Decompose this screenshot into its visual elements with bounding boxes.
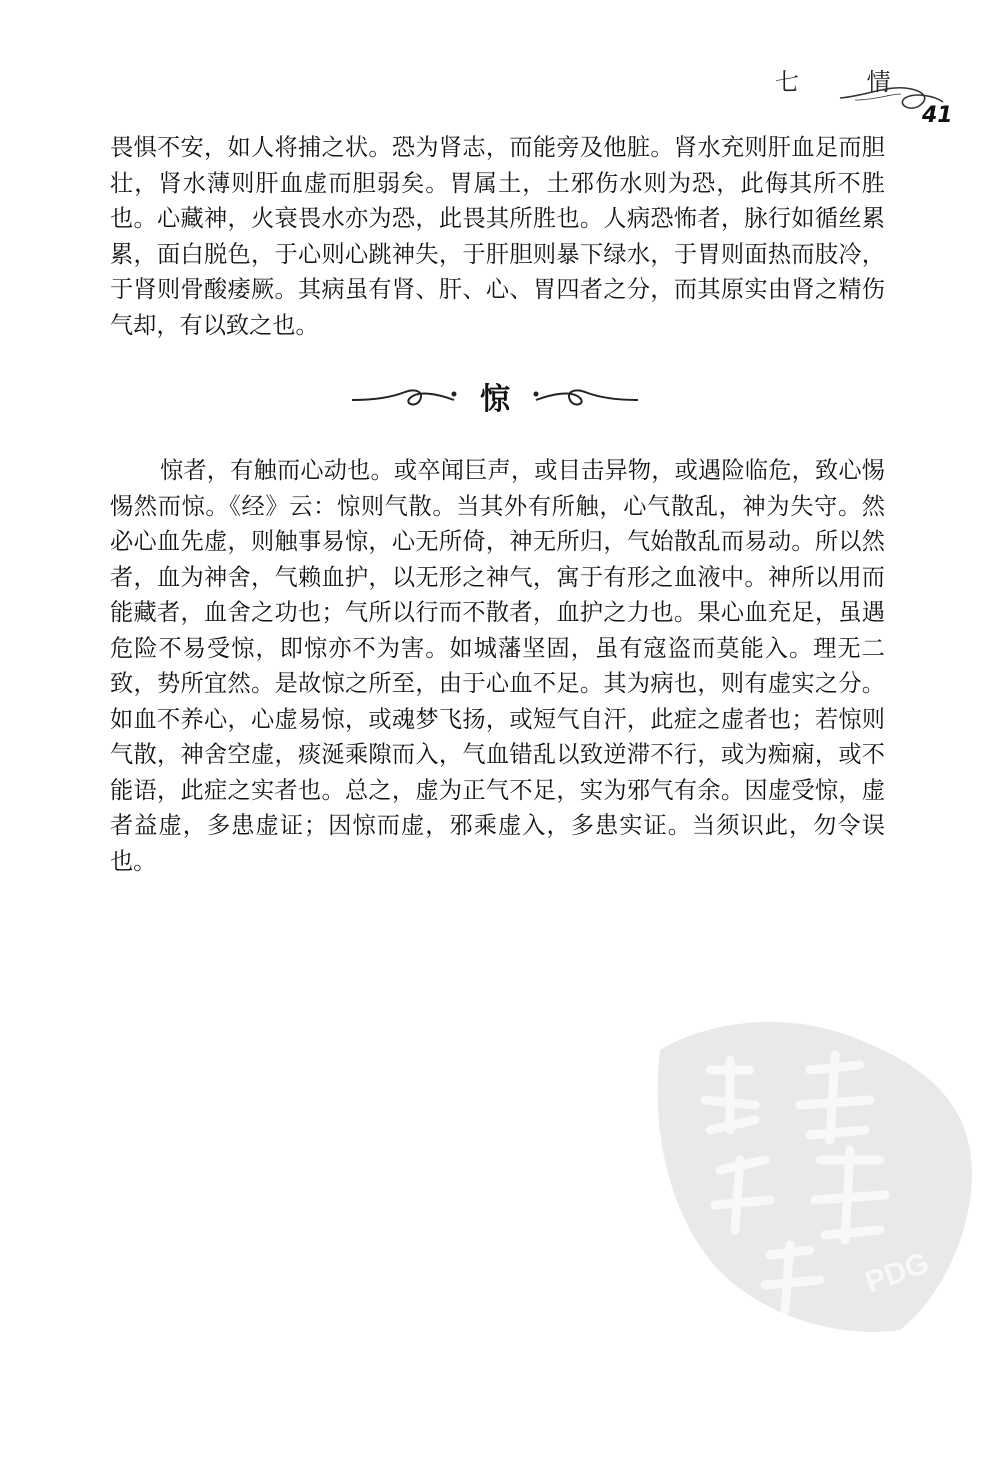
svg-text:PDG: PDG bbox=[861, 1246, 934, 1300]
section-title: 惊 bbox=[480, 382, 510, 417]
running-head: 七 情 bbox=[775, 68, 921, 96]
library-seal-watermark bbox=[650, 1010, 980, 1340]
paragraph-fear-continued: 畏惧不安，如人将捕之状。恐为肾志，而能旁及他脏。肾水充则肝血足而胆壮，肾水薄则肝血虚而胆弱矣。胃属土，土邪伤水则为恐，此侮其所不胜也。心藏神，火衰畏水亦为恐，此畏其所胜也。人病恐怖者，脉行如循丝累累，面白脱色，于心则心跳神失，于肝胆则暴下绿水，于胃则面热而肢冷，于肾则骨酸痿厥。其病虽有肾、肝、心、胃四者之分，而其原实由肾之精伤气却，有以致之也。 bbox=[110, 134, 885, 339]
section-heading bbox=[350, 372, 640, 420]
heading-flourish-right bbox=[530, 382, 640, 412]
paragraph-fright: 惊者，有触而心动也。或卒闻巨声，或目击异物，或遇险临危，致心惕惕然而惊。《经》云：惊则气散。当其外有所触，心气散乱，神为失守。然必心血先虚，则触事易惊，心无所倚，神无所归，气始散乱而易动。所以然者，血为神舍，气赖血护，以无形之神气，寓于有形之血液中。神所以用而能藏者，血舍之功也；气所以行而不散者，血护之力也。果心血充足，虽遇危险不易受惊，即惊亦不为害。如城藩坚固，虽有寇盗而莫能入。理无二致，势所宜然。是故惊之所至，由于心血不足。其为病也，则有虚实之分。如血不养心，心虚易惊，或魂梦飞扬，或短气自汗，此症之虚者也；若惊则气散，神舍空虚，痰涎乘隙而入，气血错乱以致逆滞不行，或为痴痫，或不能语，此症之实者也。总之，虚为正气不足，实为邪气有余。因虚受惊，虚者益虚，多患虚证；因惊而虚，邪乘虚入，多患实证。当须识此，勿令误也。 bbox=[110, 457, 885, 875]
page-number: 41 bbox=[922, 103, 953, 128]
